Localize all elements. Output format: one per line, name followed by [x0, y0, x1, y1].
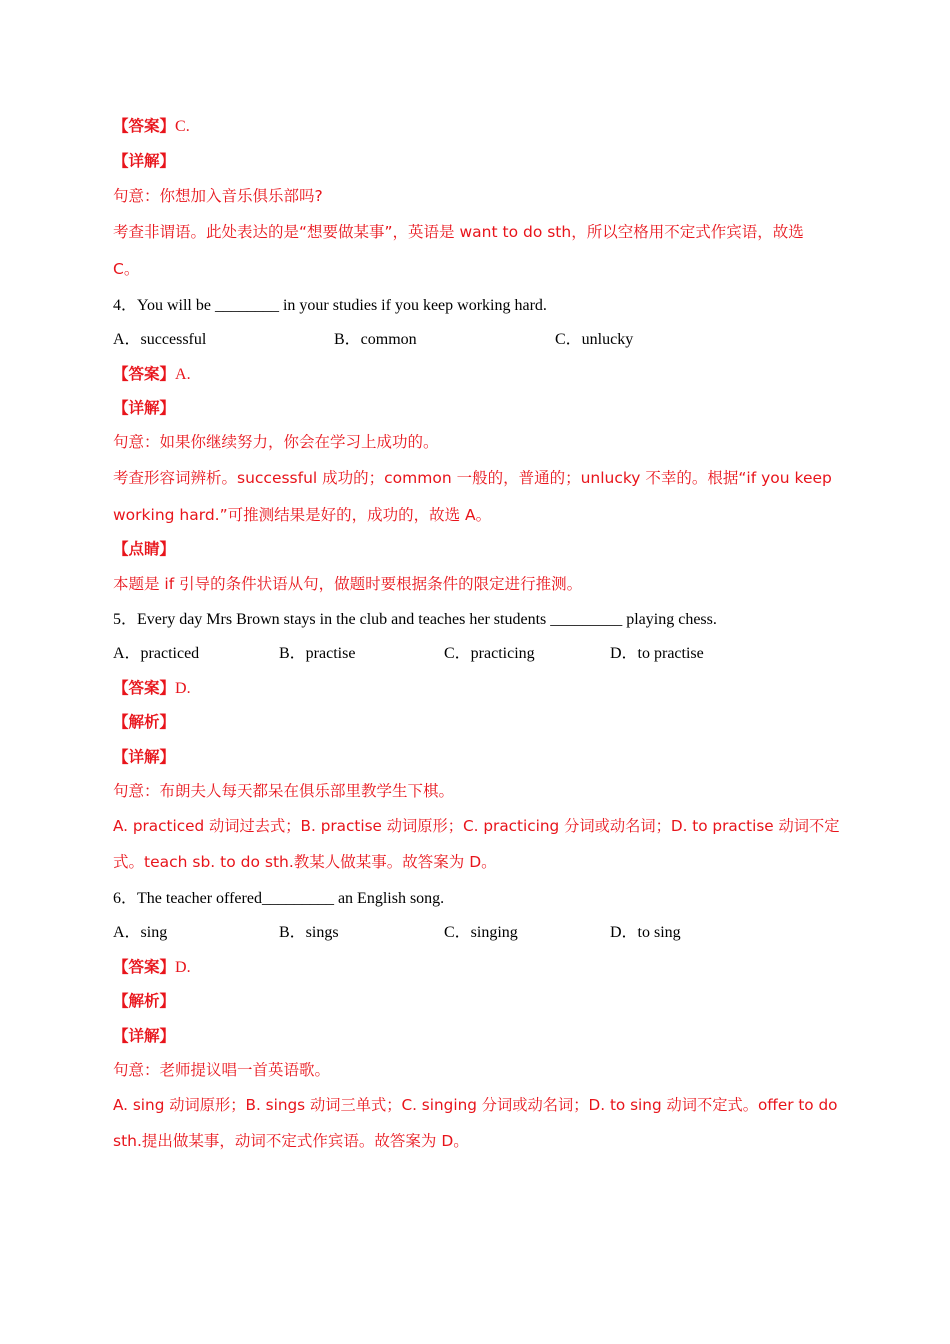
answer-value: D. — [175, 680, 191, 697]
q4-analysis-line-2: working hard.”可推测结果是好的，成功的，故选 A。 — [113, 506, 492, 524]
q6-meaning: 句意：老师提议唱一首英语歌。 — [113, 1061, 331, 1079]
answer-tag: 【答案】 — [113, 365, 176, 383]
answer-tag: 【答案】 — [113, 958, 176, 976]
answer-tag: 【答案】 — [113, 679, 176, 697]
q5-detail-heading — [113, 747, 843, 768]
q6-question: 6．The teacher offered_________ an English song. — [113, 890, 445, 907]
q6-analysis-line-1: A. sing 动词原形；B. sings 动词三单式；C. singing 分词或动名词；D. to sing 动词不定式。offer to do — [113, 1096, 838, 1114]
q6-analysis-heading — [113, 991, 843, 1012]
q3-analysis-line-1: 考查非谓语。此处表达的是“想要做某事”，英语是 want to do sth，所以空格用不定式作宾语，故选 — [113, 223, 804, 241]
q5-analysis-heading — [113, 712, 843, 733]
detail-tag: 【详解】 — [113, 399, 176, 417]
q6-analysis-line-2: sth.提出做某事，动词不定式作宾语。故答案为 D。 — [113, 1132, 469, 1150]
detail-tag: 【详解】 — [113, 152, 176, 170]
q4-analysis-line-1: 考查形容词辨析。successful 成功的；common 一般的，普通的；unlucky 不幸的。根据“if you keep — [113, 469, 832, 487]
analysis-tag: 【解析】 — [113, 713, 176, 731]
q4-detail-heading — [113, 398, 843, 419]
q4-point-heading — [113, 539, 843, 560]
q5-answer — [113, 678, 843, 699]
detail-tag: 【详解】 — [113, 748, 176, 766]
point-tag: 【点睛】 — [113, 540, 176, 558]
q6-option-a: A．sing — [113, 924, 168, 941]
q4-point: 本题是 if 引导的条件状语从句，做题时要根据条件的限定进行推测。 — [113, 575, 583, 593]
q5-option-b: B．practise — [279, 645, 356, 662]
q4-meaning: 句意：如果你继续努力，你会在学习上成功的。 — [113, 433, 439, 451]
q5-option-c: C．practicing — [444, 645, 535, 662]
answer-value: C. — [175, 118, 190, 135]
q4-option-b: B．common — [334, 331, 417, 348]
q6-option-d: D．to sing — [610, 924, 681, 941]
answer-value: A. — [175, 366, 191, 383]
q4-option-a: A．successful — [113, 331, 207, 348]
q5-option-a: A．practiced — [113, 645, 200, 662]
q6-detail-heading — [113, 1026, 843, 1047]
q6-option-c: C．singing — [444, 924, 518, 941]
answer-tag: 【答案】 — [113, 117, 176, 135]
q4-answer — [113, 364, 843, 385]
q3-analysis-line-2: C。 — [113, 260, 140, 278]
q5-option-d: D．to practise — [610, 645, 704, 662]
q4-question: 4．You will be ________ in your studies if you keep working hard. — [113, 297, 547, 314]
q6-option-b: B．sings — [279, 924, 339, 941]
analysis-tag: 【解析】 — [113, 992, 176, 1010]
detail-tag: 【详解】 — [113, 1027, 176, 1045]
q4-option-c: C．unlucky — [555, 331, 634, 348]
q5-meaning: 句意：布朗夫人每天都呆在俱乐部里教学生下棋。 — [113, 782, 455, 800]
q3-detail-heading — [113, 151, 843, 172]
q5-analysis-line-1: A. practiced 动词过去式；B. practise 动词原形；C. practicing 分词或动名词；D. to practise 动词不定 — [113, 817, 840, 835]
q3-answer — [113, 116, 843, 137]
q3-meaning: 句意：你想加入音乐俱乐部吗? — [113, 187, 323, 205]
q6-answer — [113, 957, 843, 978]
q5-analysis-line-2: 式。teach sb. to do sth.教某人做某事。故答案为 D。 — [113, 853, 497, 871]
q5-question: 5．Every day Mrs Brown stays in the club and teaches her students _________ playing chess. — [113, 611, 717, 628]
answer-value: D. — [175, 959, 191, 976]
